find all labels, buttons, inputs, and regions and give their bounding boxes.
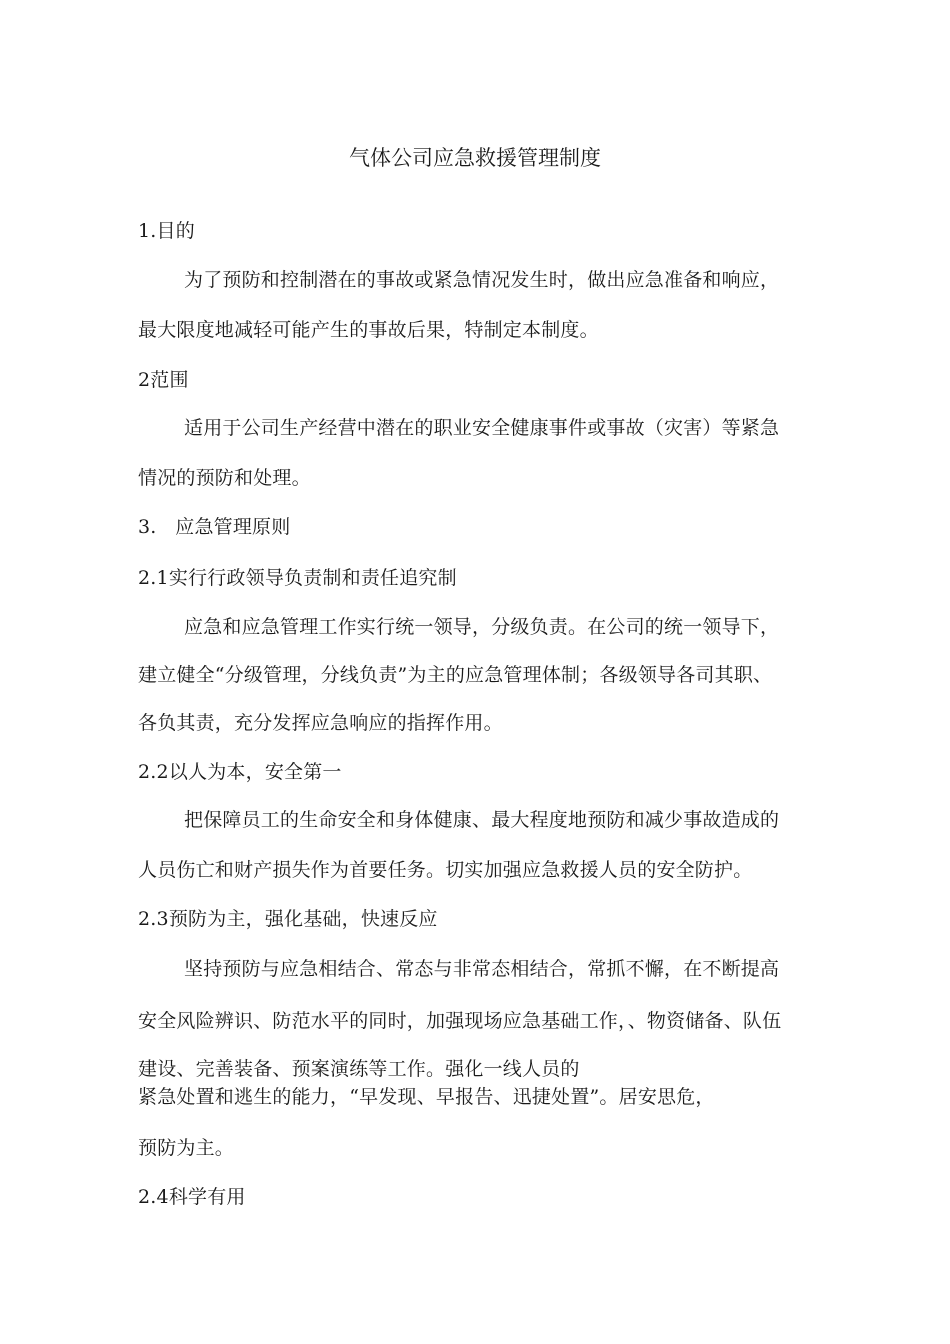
paragraph-line: 建立健全“分级管理，分线负责”为主的应急管理体制；各级领导各司其职、 <box>138 664 773 686</box>
subheading-2-3: 2.3预防为主，强化基础，快速反应 <box>138 908 438 930</box>
paragraph-line: 紧急处置和逃生的能力，“早发现、早报告、迅捷处置”。居安思危， <box>138 1086 715 1108</box>
document-title: 气体公司应急救援管理制度 <box>349 146 601 170</box>
paragraph-line: 情况的预防和处理。 <box>138 467 311 489</box>
paragraph-line: 人员伤亡和财产损失作为首要任务。切实加强应急救援人员的安全防护。 <box>138 859 753 881</box>
paragraph-line: 为了预防和控制潜在的事故或紧急情况发生时，做出应急准备和响应， <box>184 269 780 291</box>
paragraph-line: 适用于公司生产经营中潜在的职业安全健康事件或事故（灾害）等紧急 <box>184 417 780 439</box>
subheading-2-4: 2.4科学有用 <box>138 1186 246 1208</box>
paragraph-line: 建设、完善装备、预案演练等工作。强化一线人员的 <box>138 1058 580 1080</box>
paragraph-line: 应急和应急管理工作实行统一领导，分级负责。在公司的统一领导下， <box>184 616 780 638</box>
heading-principles: 3. 应急管理原则 <box>138 516 291 538</box>
paragraph-line: 安全风险辨识、防范水平的同时，加强现场应急基础工作，、物资储备、队伍 <box>138 1010 782 1032</box>
paragraph-line: 把保障员工的生命安全和身体健康、最大程度地预防和减少事故造成的 <box>184 809 780 831</box>
paragraph-line: 坚持预防与应急相结合、常态与非常态相结合，常抓不懈，在不断提高 <box>184 958 780 980</box>
subheading-2-1: 2.1实行行政领导负责制和责任追究制 <box>138 567 457 589</box>
subheading-2-2: 2.2以人为本，安全第一 <box>138 761 342 783</box>
heading-scope: 2范围 <box>138 369 189 391</box>
heading-purpose: 1.目的 <box>138 220 195 242</box>
paragraph-line: 最大限度地减轻可能产生的事故后果，特制定本制度。 <box>138 319 599 341</box>
paragraph-line: 各负其责，充分发挥应急响应的指挥作用。 <box>138 712 503 734</box>
paragraph-line: 预防为主。 <box>138 1137 235 1159</box>
